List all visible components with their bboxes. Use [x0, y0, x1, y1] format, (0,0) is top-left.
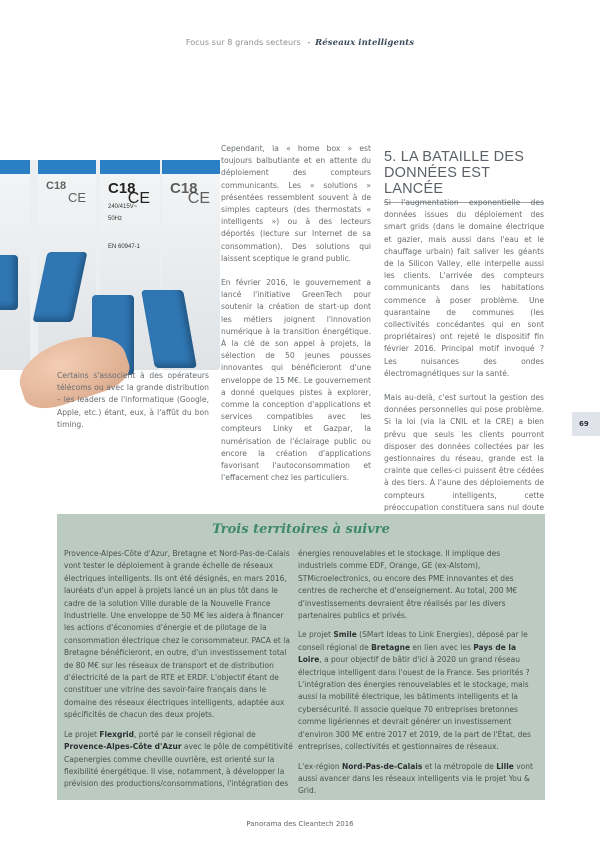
text-run: Le projet [64, 729, 100, 739]
box-paragraph [298, 761, 538, 798]
bold-term: Pays de la Loire [298, 642, 517, 665]
header-separator: - [307, 38, 311, 47]
header-section: Réseaux intelligents [315, 38, 415, 48]
text-run: vont aussi avancer dans les réseaux intelligents via le projet You & Grid. [298, 761, 533, 796]
sidebar-box [57, 514, 545, 800]
header-prefix: Focus sur 8 grands secteurs [185, 38, 301, 47]
paragraph: Certains s'associent à des opérateurs télécoms ou avec la grande distribution – les leaders de l'informatique (Google, Apple, etc.) étant, eux, à l'affût du bon timing. [57, 371, 209, 429]
running-header [0, 38, 600, 48]
breaker-switch [0, 255, 18, 310]
text-run: L'ex-région [298, 761, 342, 771]
breaker-label: C18 [170, 180, 198, 197]
section-title: 5. LA BATAILLE DES DONNÉES EST LANCÉE [384, 149, 544, 203]
bold-term: Smile [333, 630, 357, 640]
text-run: , porté par le conseil régional de [133, 729, 256, 739]
page-number: 69 [572, 412, 600, 436]
paragraph: Mais au-delà, c'est surtout la gestion des données personnelles qui pose problème. Si la loi (via la CNIL et la CRE) a bien prévu que seuls les clients pourront disposer des données collectées par les gestionnaires du réseau, grande est la crainte que celles-ci puissent être cédées à des tiers. À l'aune des déploiements de compteurs intelligents, cette préoccupation constituera sans nul doute [384, 393, 544, 512]
bold-term: Lille [496, 761, 514, 771]
bold-term: Nord-Pas-de-Calais [341, 761, 423, 771]
text-run: , a pour objectif de bâtir d'ici à 2020 un grand réseau électrique intelligent dans l'ouest de la France. Ses priorités ? L'intégration des énergies renouvelables et le stockage, mais aussi la mobilité électrique, les bâtiments intelligents et la cybersécurité. Il associe quelque 70 entreprises bretonnes comme ligériennes et devrait générer un investissement d'environ 300 M€ entre 2017 et 2019, de la part de l'État, des entreprises, collectivités et gestionnaires de réseaux. [298, 655, 531, 752]
text-run: avec le pôle de compétitivité Capenergies comme cheville ouvrière, est orienté sur la flexibilité énergétique. Il vise, notamment, à développer la prévision des productions/consommations, l'intégration des [64, 742, 293, 789]
box-title: Trois territoires à suivre [212, 522, 390, 537]
paragraph: Si l'augmentation exponentielle des données issues du déploiement des smart grids (dans le domaine électrique et gazier, mais aussi dans l'eau et le chauffage urbain) fait saliver les géants de la Silicon Valley, elle interpelle aussi les clients. L'arrivée des compteurs communicants dans les habitations commence à poser problème. Une quarantaine de communes (les collectivités concédantes qui en sont propriétaires) ont rejeté le dispositif fin février 2016. Principal motif invoqué ? Les nuisances des ondes électromagnétiques sur la santé. [384, 198, 544, 378]
box-left-column [64, 548, 296, 798]
box-paragraph [64, 729, 296, 791]
ce-mark: CE [67, 190, 86, 205]
text-run: et la métropole de [422, 761, 497, 771]
bold-term: Provence-Alpes-Côte d'Azur [64, 742, 182, 752]
box-paragraph [298, 548, 538, 622]
paragraph: Cependant, la « home box » est toujours balbutiante et en attente du déploiement des compteurs communicants. Les « solutions » présentées ressemblent souvent à de simples capteurs (des thermostats « intelligents ») ou à des lecteurs déportés (lecture sur Internet de sa consommation). Des solutions qui laissent sceptique le grand public. [221, 144, 371, 263]
breaker-label: C18 [108, 180, 136, 197]
bold-term: Flexgrid [99, 729, 134, 739]
box-right-column [298, 548, 538, 805]
paragraph: En février 2016, le gouvernement a lancé l'initiative GreenTech pour soutenir la création de start-up dont les métiers joignent l'innovation numérique à la transition énergétique. À la clé de son appel à projets, la sélection de 50 jeunes pousses innovantes qui bénéficieront d'une enveloppe de 15 M€. Le gouvernement a donné quelques pistes à explorer, comme la conception d'applications et services compatibles avec les compteurs Linky et Gazpar, la numérisation de l'éclairage public ou encore la création d'applications favorisant l'autoconsommation et l'effacement chez les particuliers. [221, 278, 371, 483]
box-paragraph [64, 548, 296, 722]
breaker-label: C18 [46, 180, 67, 192]
breaker-rating: 240/415V~ [108, 204, 138, 210]
right-column [384, 197, 544, 538]
text-run: en lien avec les [410, 642, 474, 652]
text-run: Provence-Alpes-Côte d'Azur, Bretagne et Nord-Pas-de-Calais vont tester le déploiement à grande échelle de réseaux électriques intelligents. Ils ont été désignés, en mars 2016, lauréats d'un appel à projets lancé un an plus tôt dans le cadre de la solution Ville durable de la Nouvelle France Industrielle. Une enveloppe de 50 M€ les aidera à financer les actions d'économies d'énergie et de pilotage de la consommation électrique chez le consommateur. PACA et la Bretagne bénéficieront, en outre, d'un investissement total de 80 M€ sur les réseaux de transport et de distribution d'électricité de la part de RTE et ERDF. L'objectif étant de constituer une vitrine des savoir-faire français dans le domaine des réseaux électriques intelligents, adaptée aux spécificités de chacun des deux projets. [64, 549, 290, 720]
page-footer: Panorama des Cleantech 2016 [246, 820, 354, 828]
ce-mark: CE [187, 190, 210, 207]
text-run: (SMart Ideas to Link Energies), déposé par le conseil régional de [298, 630, 528, 652]
bold-term: Bretagne [371, 642, 411, 652]
box-paragraph [298, 629, 538, 753]
breaker-standard: EN 60947-1 [108, 244, 141, 250]
circuit-breaker-photo [0, 160, 210, 370]
middle-column [221, 143, 371, 496]
breaker-frequency: 50Hz [108, 216, 123, 222]
text-run: énergies renouvelables et le stockage. Il implique des industriels comme EDF, Orange, GE (ex-Alstom), STMicroelectronics, ou encore des PME innovantes et des centres de recherche et d'enseignement. Au total, 200 M€ d'investissements devraient être réalisés par les divers partenaires publics et privés. [298, 549, 518, 621]
left-column [57, 370, 209, 443]
text-run: Le projet [298, 630, 334, 640]
ce-mark: CE [127, 190, 150, 207]
